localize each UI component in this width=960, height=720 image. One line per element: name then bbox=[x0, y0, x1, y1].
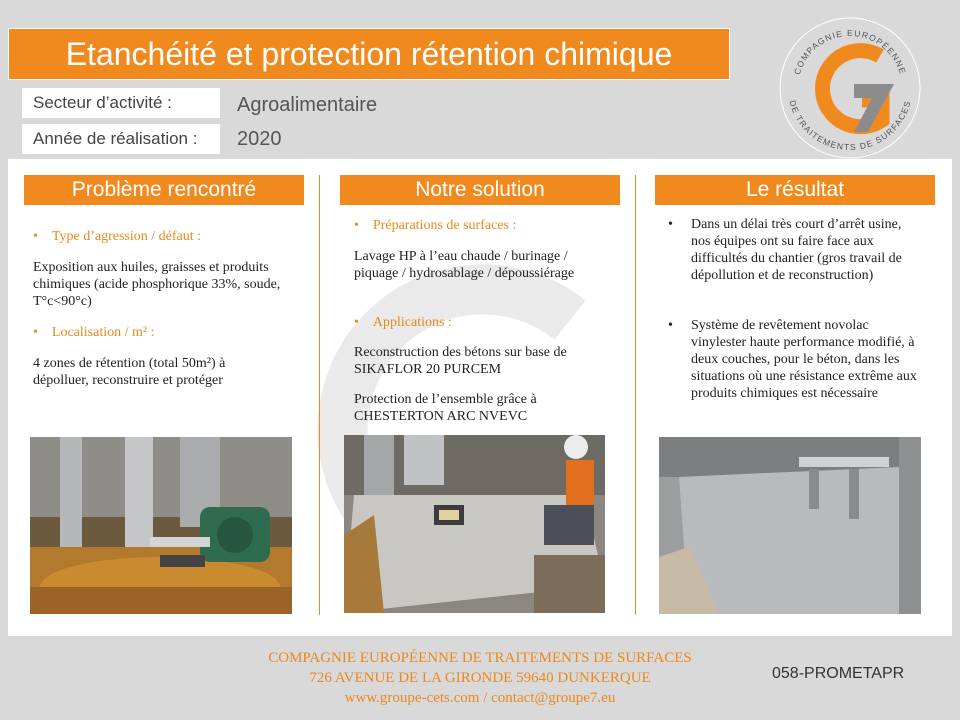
heading-result: Le résultat bbox=[655, 175, 935, 205]
result-text-2: Système de revêtement novolac vinylester haute performance modifié, à deux couches, pour le béton, dans les situations où une résistance extrême aux produits chimiques est nécessaire bbox=[691, 318, 917, 401]
solution-text-2: Reconstruction des bétons sur base de SIKAFLOR 20 PURCEM bbox=[354, 345, 567, 377]
photo-before-contaminated bbox=[30, 437, 292, 614]
problem-bullet-2: • Localisation / m² : bbox=[33, 325, 155, 340]
photo-after-result bbox=[659, 437, 921, 614]
year-label: Année de réalisation : bbox=[22, 124, 220, 154]
company-logo bbox=[770, 8, 930, 168]
result-bullet-1-dot: • bbox=[668, 217, 673, 232]
problem-text-2: 4 zones de rétention (total 50m²) à dépolluer, reconstruire et protéger bbox=[33, 356, 226, 388]
sector-label: Secteur d’activité : bbox=[22, 88, 220, 118]
footer-contact: www.groupe-cets.com / contact@groupe7.eu bbox=[344, 690, 616, 706]
heading-problem: Problème rencontré bbox=[24, 175, 304, 205]
solution-bullet-1: • Préparations de surfaces : bbox=[354, 218, 517, 233]
solution-text-3: Protection de l’ensemble grâce à CHESTERTON ARC NVEVC bbox=[354, 392, 537, 424]
solution-text-1: Lavage HP à l’eau chaude / burinage / piquage / hydrosablage / dépoussiérage bbox=[354, 249, 575, 281]
result-bullet-2-dot: • bbox=[668, 318, 673, 333]
footer-company-name: COMPAGNIE EUROPÉENNE DE TRAITEMENTS DE SURFACES bbox=[268, 650, 692, 666]
solution-bullet-2: • Applications : bbox=[354, 315, 452, 330]
problem-text-1: Exposition aux huiles, graisses et produits chimiques (acide phosphorique 33%, soude, T°c<90°c) bbox=[33, 260, 281, 309]
logo-text-bottom: DE TRAITEMENTS DE SURFACES bbox=[787, 99, 913, 153]
document-reference: 058-PROMETAPR bbox=[772, 665, 905, 682]
year-value: 2020 bbox=[237, 128, 282, 150]
column-separator bbox=[319, 175, 320, 615]
sector-value: Agroalimentaire bbox=[237, 94, 378, 116]
heading-solution: Notre solution bbox=[340, 175, 620, 205]
problem-bullet-1: • Type d’agression / défaut : bbox=[33, 229, 201, 244]
result-text-1: Dans un délai très court d’arrêt usine, nos équipes ont su faire face aux difficultés du chantier (gros travail de dépollution et de reconstruction) bbox=[691, 217, 902, 283]
photo-during-works bbox=[344, 435, 605, 613]
logo-text-top: COMPAGNIE EUROPÉENNE bbox=[791, 27, 909, 76]
column-separator bbox=[635, 175, 636, 615]
footer-address: 726 AVENUE DE LA GIRONDE 59640 DUNKERQUE bbox=[309, 670, 651, 686]
page-title: Etanchéité et protection rétention chimique bbox=[8, 28, 730, 80]
